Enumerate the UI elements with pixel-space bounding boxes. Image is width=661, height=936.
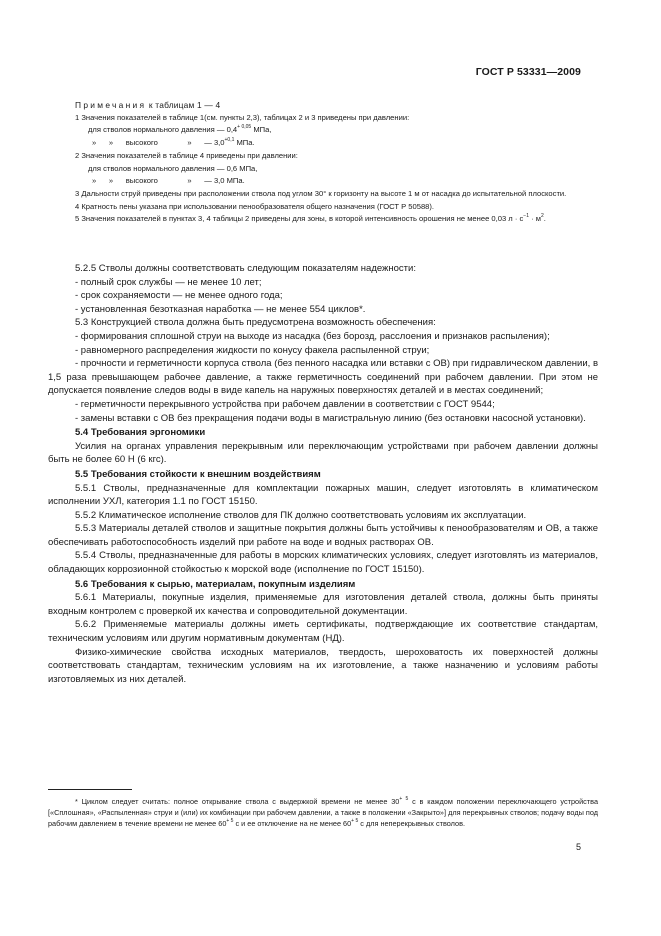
list-item: - установленная безотказная наработка — не менее 554 циклов*. <box>75 303 366 315</box>
notes-title-rest: к таблицам 1 — 4 <box>146 100 221 110</box>
note-1-high-pressure: » » высокого » — $3,0^{+0,1}$ МПа. <box>92 137 255 148</box>
paragraph-5-5-2: 5.5.2 Климатическое исполнение стволов для ПК должно соответствовать условиям их эксплуатации. <box>75 509 527 521</box>
section-heading-5-4: 5.4 Требования эргономики <box>75 427 206 439</box>
paragraph-ergonomics: Усилия на органах управления перекрывным или переключающим устройствами при рабочем давлении должны быть не более 60 Н (6 кгс). <box>48 440 598 466</box>
note-2-normal-pressure: для стволов нормального давления — 0,6 МПа, <box>88 163 258 173</box>
list-item: - срок сохраняемости — не менее одного года; <box>75 290 283 302</box>
note-1-normal-pressure: для стволов нормального давления — $0,4^{+ 0,05}$ МПа, <box>88 124 272 135</box>
paragraph-5-2-5: 5.2.5 Стволы должны соответствовать следующим показателям надежности: <box>75 263 416 274</box>
paragraph-5-5-1: 5.5.1 Стволы, предназначенные для комплектации пожарных машин, следует изготовлять в климатическом исполнении УХЛ, категория 1.1 по ГОСТ 15150. <box>48 482 598 508</box>
note-2-high-pressure: » » высокого » — 3,0 МПа. <box>92 176 245 186</box>
list-item: - полный срок службы — не менее 10 лет; <box>75 276 262 288</box>
notes-title <box>75 99 598 112</box>
footnote-cycle-definition: * Циклом следует считать: полное открывание ствола с выдержкой времени не менее $30^{+ 5}$ с в каждом положении переключающего устройства [«Сплошная», «Распыленная» струи и (или) их комбинации при рабочем давлении, а также в положении «Закрыто»] для перекрывных стволов; подачу воды под рабочим давлением в течение времени не менее $60^{+ 5}$ с и ее отключение на не менее $60^{+ 5}$ с для неперекрывных стволов. <box>48 796 598 829</box>
footnote-separator <box>48 789 132 790</box>
paragraph-5-5-3: 5.5.3 Материалы деталей стволов и защитные покрытия должны быть устойчивы к пенообразователям и ОВ, а также обеспечивать работоспособность изделий при работе на воде и водных растворах ОВ. <box>48 523 598 548</box>
section-heading-5-6: 5.6 Требования к сырью, материалам, покупным изделиям <box>75 578 356 590</box>
paragraph-5-3: 5.3 Конструкцией ствола должна быть предусмотрена возможность обеспечения: <box>75 317 436 329</box>
note-3: 3 Дальности струй приведены при расположении ствола под углом 30° к горизонту на высоте 1 м от насадка до испытательной плоскости. <box>75 188 567 198</box>
footnote <box>48 796 598 829</box>
table-notes <box>48 99 598 226</box>
note-1: 1 Значения показателей в таблице 1(см. пункты 2,3), таблицах 2 и 3 приведены при давлении: <box>75 112 410 122</box>
paragraph-materials-properties: Физико-химические свойства исходных материалов, твердость, шероховатость их поверхностей должны соответствовать стандартам, техническим условиям на их изготовление, а также назначению и условиям работы изготовляемых из них деталей. <box>48 646 598 685</box>
document-id-header: ГОСТ Р 53331—2009 <box>475 66 581 78</box>
list-item: - герметичности перекрывного устройства при рабочем давлении в соответствии с ГОСТ 9544; <box>75 398 495 410</box>
list-item: - замены вставки с ОВ без прекращения подачи воды в магистральную линию (без остановки насосной установки). <box>75 412 586 424</box>
page-number: 5 <box>575 842 581 852</box>
list-item: - прочности и герметичности корпуса ствола (без пенного насадка или вставки с ОВ) при гидравлическом давлении, в 1,5 раза превышающем рабочее давление, а также герметичность соединений при рабочем давлении. При этом не допускается появление следов воды в виде капель на наружных поверхностях деталей и в местах соединений; <box>48 358 598 397</box>
note-2: 2 Значения показателей в таблице 4 приведены при давлении: <box>75 150 298 160</box>
paragraph-5-6-1: 5.6.1 Материалы, покупные изделия, применяемые для изготовления деталей ствола, должны быть приняты входным контролем с проверкой их качества и сопроводительной документации. <box>48 592 598 617</box>
paragraph-5-6-2: 5.6.2 Применяемые материалы должны иметь сертификаты, подтверждающие их соответствие стандартам, техническим условиям или другим нормативным документам (НД). <box>48 619 598 645</box>
section-heading-5-5: 5.5 Требования стойкости к внешним воздействиям <box>75 468 321 480</box>
notes-title-word: Примечания <box>75 100 147 110</box>
list-item: - формирования сплошной струи на выходе из насадка (без борозд, расслоения и признаков распыления); <box>75 330 550 342</box>
note-5: 5 Значения показателей в пунктах 3, 4 таблицы 2 приведены для зоны, в которой интенсивность орошения не менее 0,03 $л \cdot с^{-1} \cdot м^2$. <box>75 213 546 224</box>
main-body-text <box>48 262 598 686</box>
paragraph-5-5-4: 5.5.4 Стволы, предназначенные для работы в морских климатических условиях, следует изготовлять из материалов, обладающих коррозионной стойкостью к морской воде (исполнение по ГОСТ 15150). <box>48 550 598 576</box>
list-item: - равномерного распределения жидкости по конусу факела распыленной струи; <box>75 344 430 356</box>
note-4: 4 Кратность пены указана при использовании пенообразователя общего назначения (ГОСТ Р 50588). <box>75 201 435 211</box>
